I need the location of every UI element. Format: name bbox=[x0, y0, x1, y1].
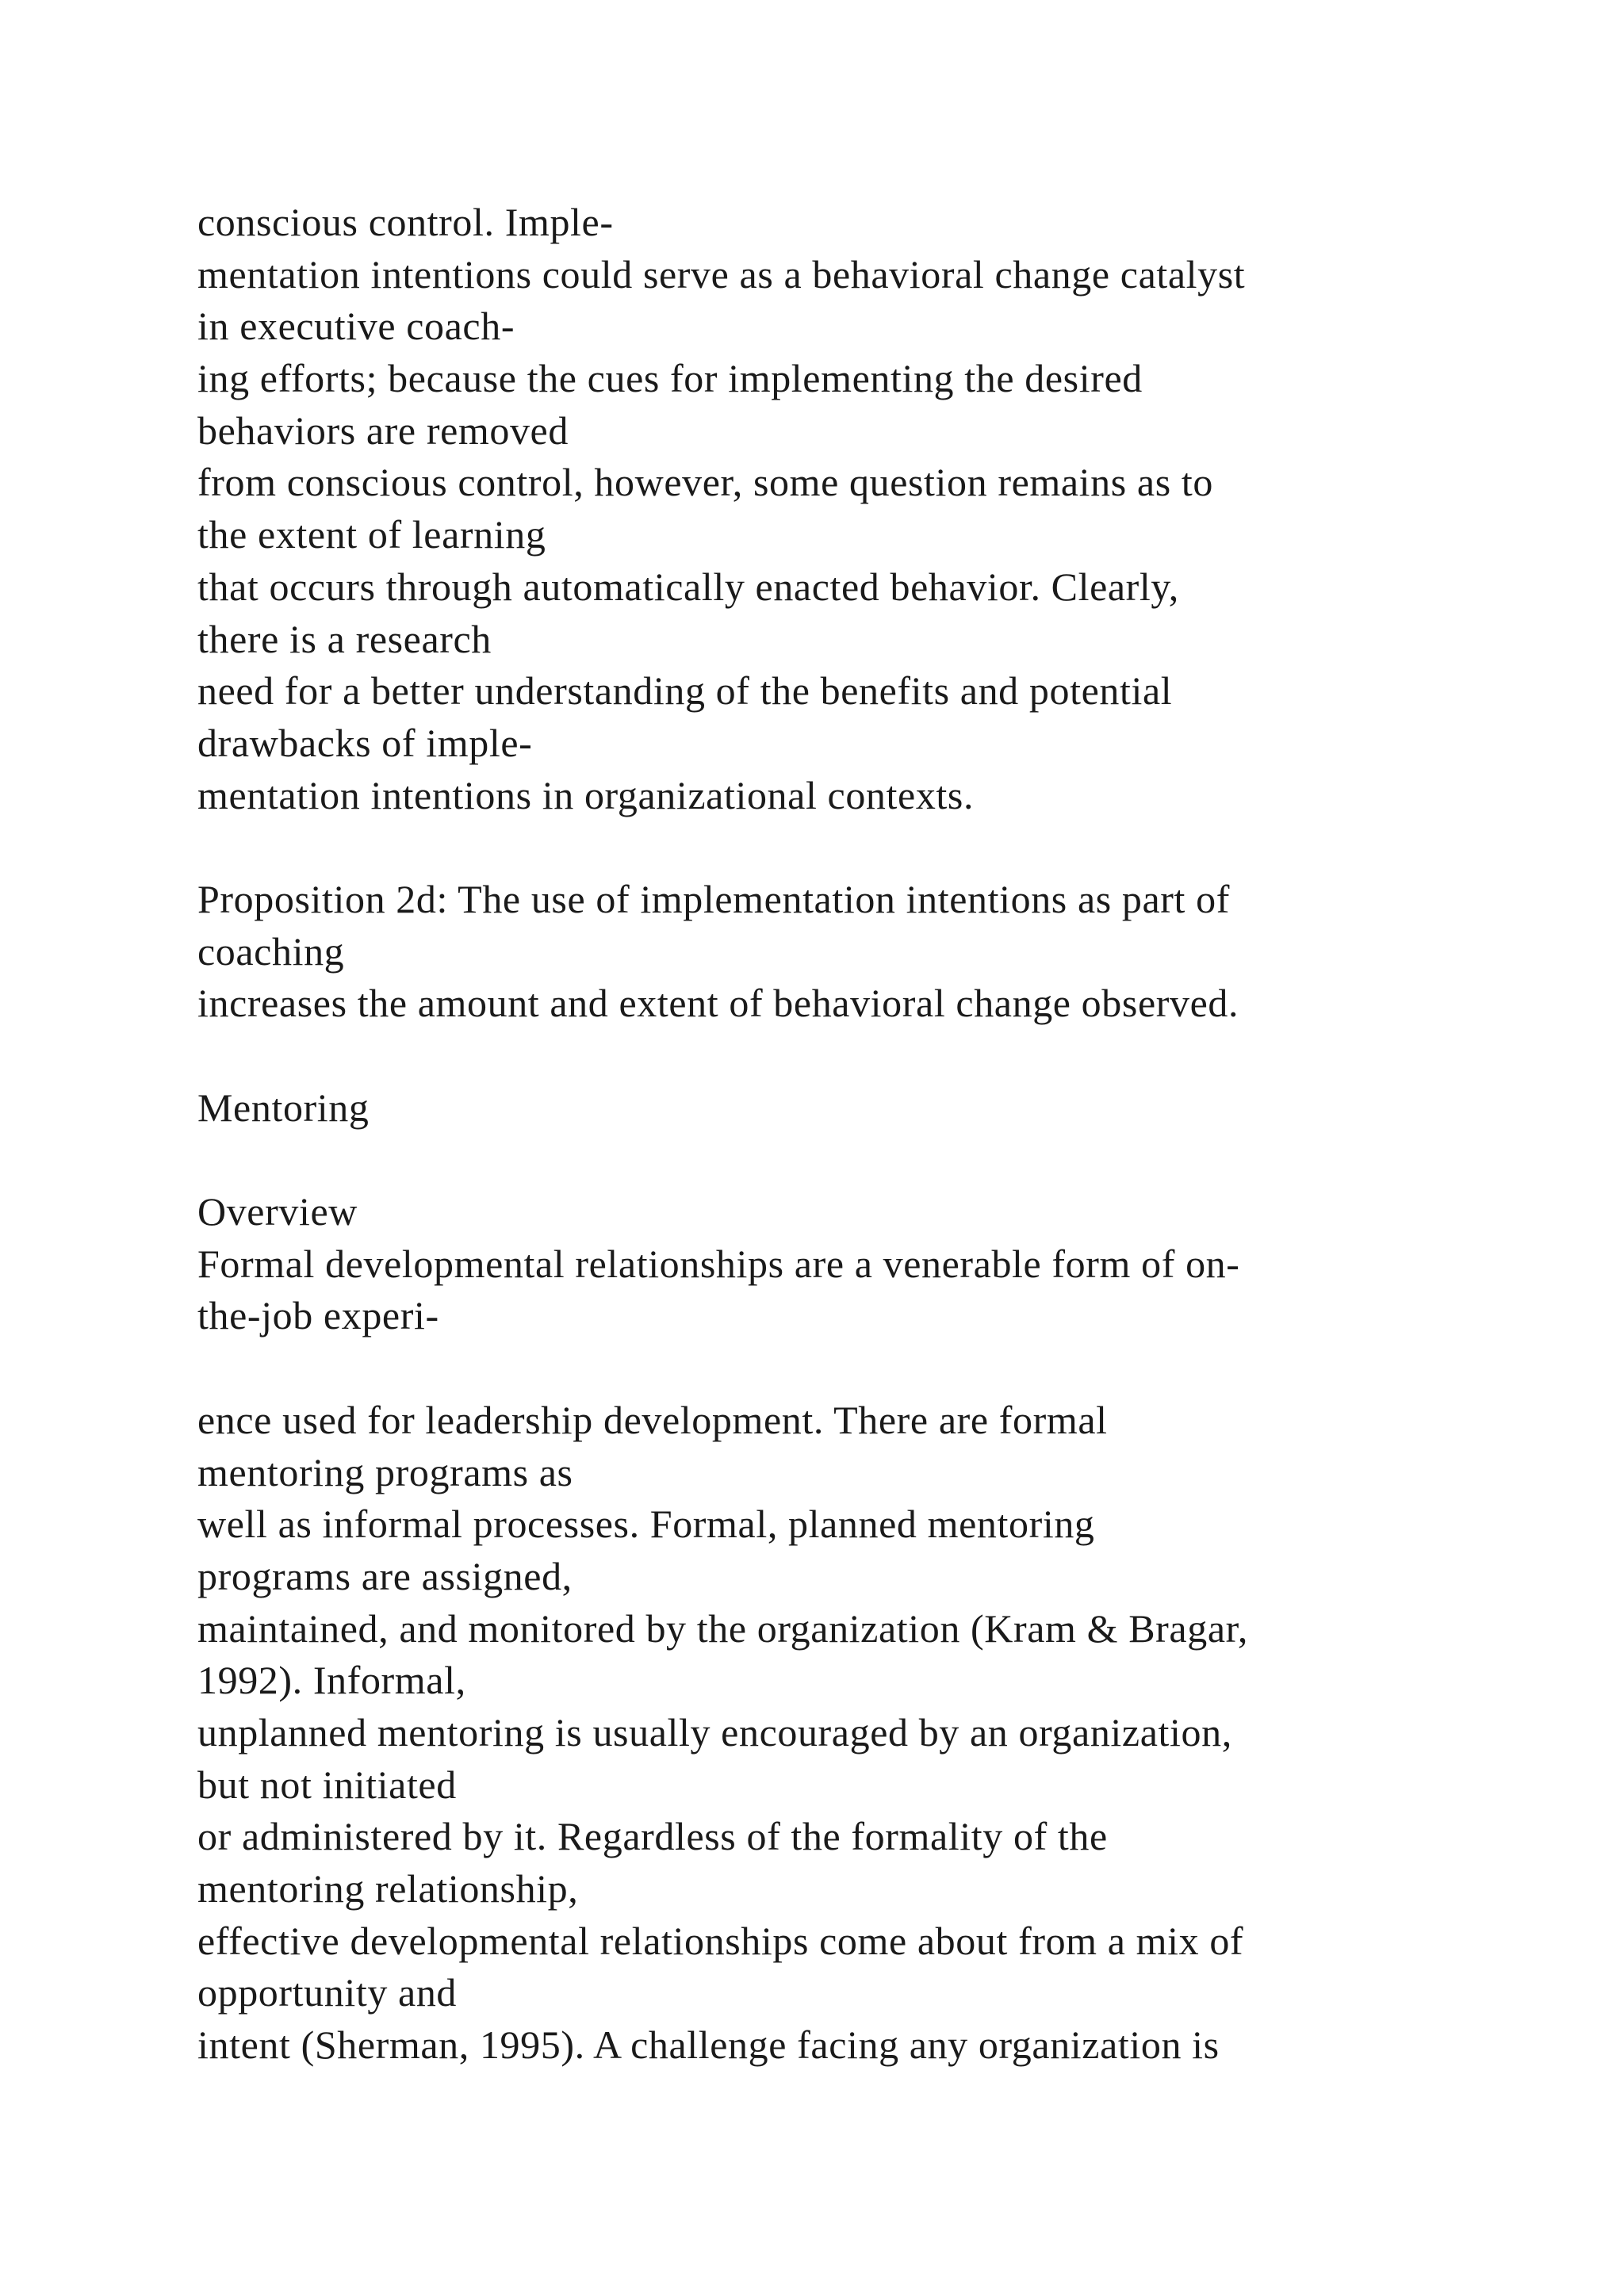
blank-line bbox=[197, 1134, 1545, 1186]
text-line: conscious control. Imple- bbox=[197, 200, 614, 244]
blank-line bbox=[197, 1342, 1545, 1395]
text-line: programs are assigned, bbox=[197, 1553, 573, 1598]
blank-line bbox=[197, 1030, 1545, 1082]
text-line: effective developmental relationships come about from a mix of bbox=[197, 1918, 1244, 1963]
text-line: drawbacks of imple- bbox=[197, 720, 533, 765]
text-line: behaviors are removed bbox=[197, 408, 569, 453]
text-line: mentoring relationship, bbox=[197, 1866, 579, 1911]
text-line: or administered by it. Regardless of the formality of the bbox=[197, 1814, 1108, 1859]
text-line: opportunity and bbox=[197, 1970, 458, 2015]
text-line: unplanned mentoring is usually encouraged by an organization, bbox=[197, 1709, 1232, 1755]
text-line: ing efforts; because the cues for implementing the desired bbox=[197, 356, 1143, 401]
text-line: that occurs through automatically enacted behavior. Clearly, bbox=[197, 564, 1179, 609]
section-heading: Mentoring bbox=[197, 1085, 370, 1130]
text-line: well as informal processes. Formal, planned mentoring bbox=[197, 1502, 1095, 1547]
document-body-text bbox=[197, 197, 1545, 2072]
text-line: in executive coach- bbox=[197, 304, 515, 349]
text-line: mentation intentions could serve as a behavioral change catalyst bbox=[197, 251, 1246, 297]
subsection-heading: Overview bbox=[197, 1189, 358, 1234]
text-line: ence used for leadership development. There are formal bbox=[197, 1397, 1108, 1442]
text-line: the-job experi- bbox=[197, 1293, 439, 1338]
text-line: but not initiated bbox=[197, 1762, 457, 1807]
text-line: mentation intentions in organizational contexts. bbox=[197, 772, 975, 817]
proposition-line: Proposition 2d: The use of implementation intentions as part of bbox=[197, 876, 1230, 921]
text-line: maintained, and monitored by the organization (Kram & Bragar, bbox=[197, 1605, 1248, 1651]
proposition-line: coaching bbox=[197, 928, 345, 974]
text-line: from conscious control, however, some question remains as to bbox=[197, 460, 1213, 505]
text-line: mentoring programs as bbox=[197, 1449, 573, 1494]
text-line: 1992). Informal, bbox=[197, 1658, 466, 1703]
text-line: intent (Sherman, 1995). A challenge facing any organization is bbox=[197, 2022, 1220, 2068]
text-line: Formal developmental relationships are a venerable form of on- bbox=[197, 1241, 1240, 1286]
text-line: there is a research bbox=[197, 616, 492, 661]
blank-line bbox=[197, 821, 1545, 874]
proposition-line: increases the amount and extent of behavioral change observed. bbox=[197, 981, 1239, 1026]
text-line: need for a better understanding of the benefits and potential bbox=[197, 668, 1173, 714]
text-line: the extent of learning bbox=[197, 512, 546, 557]
